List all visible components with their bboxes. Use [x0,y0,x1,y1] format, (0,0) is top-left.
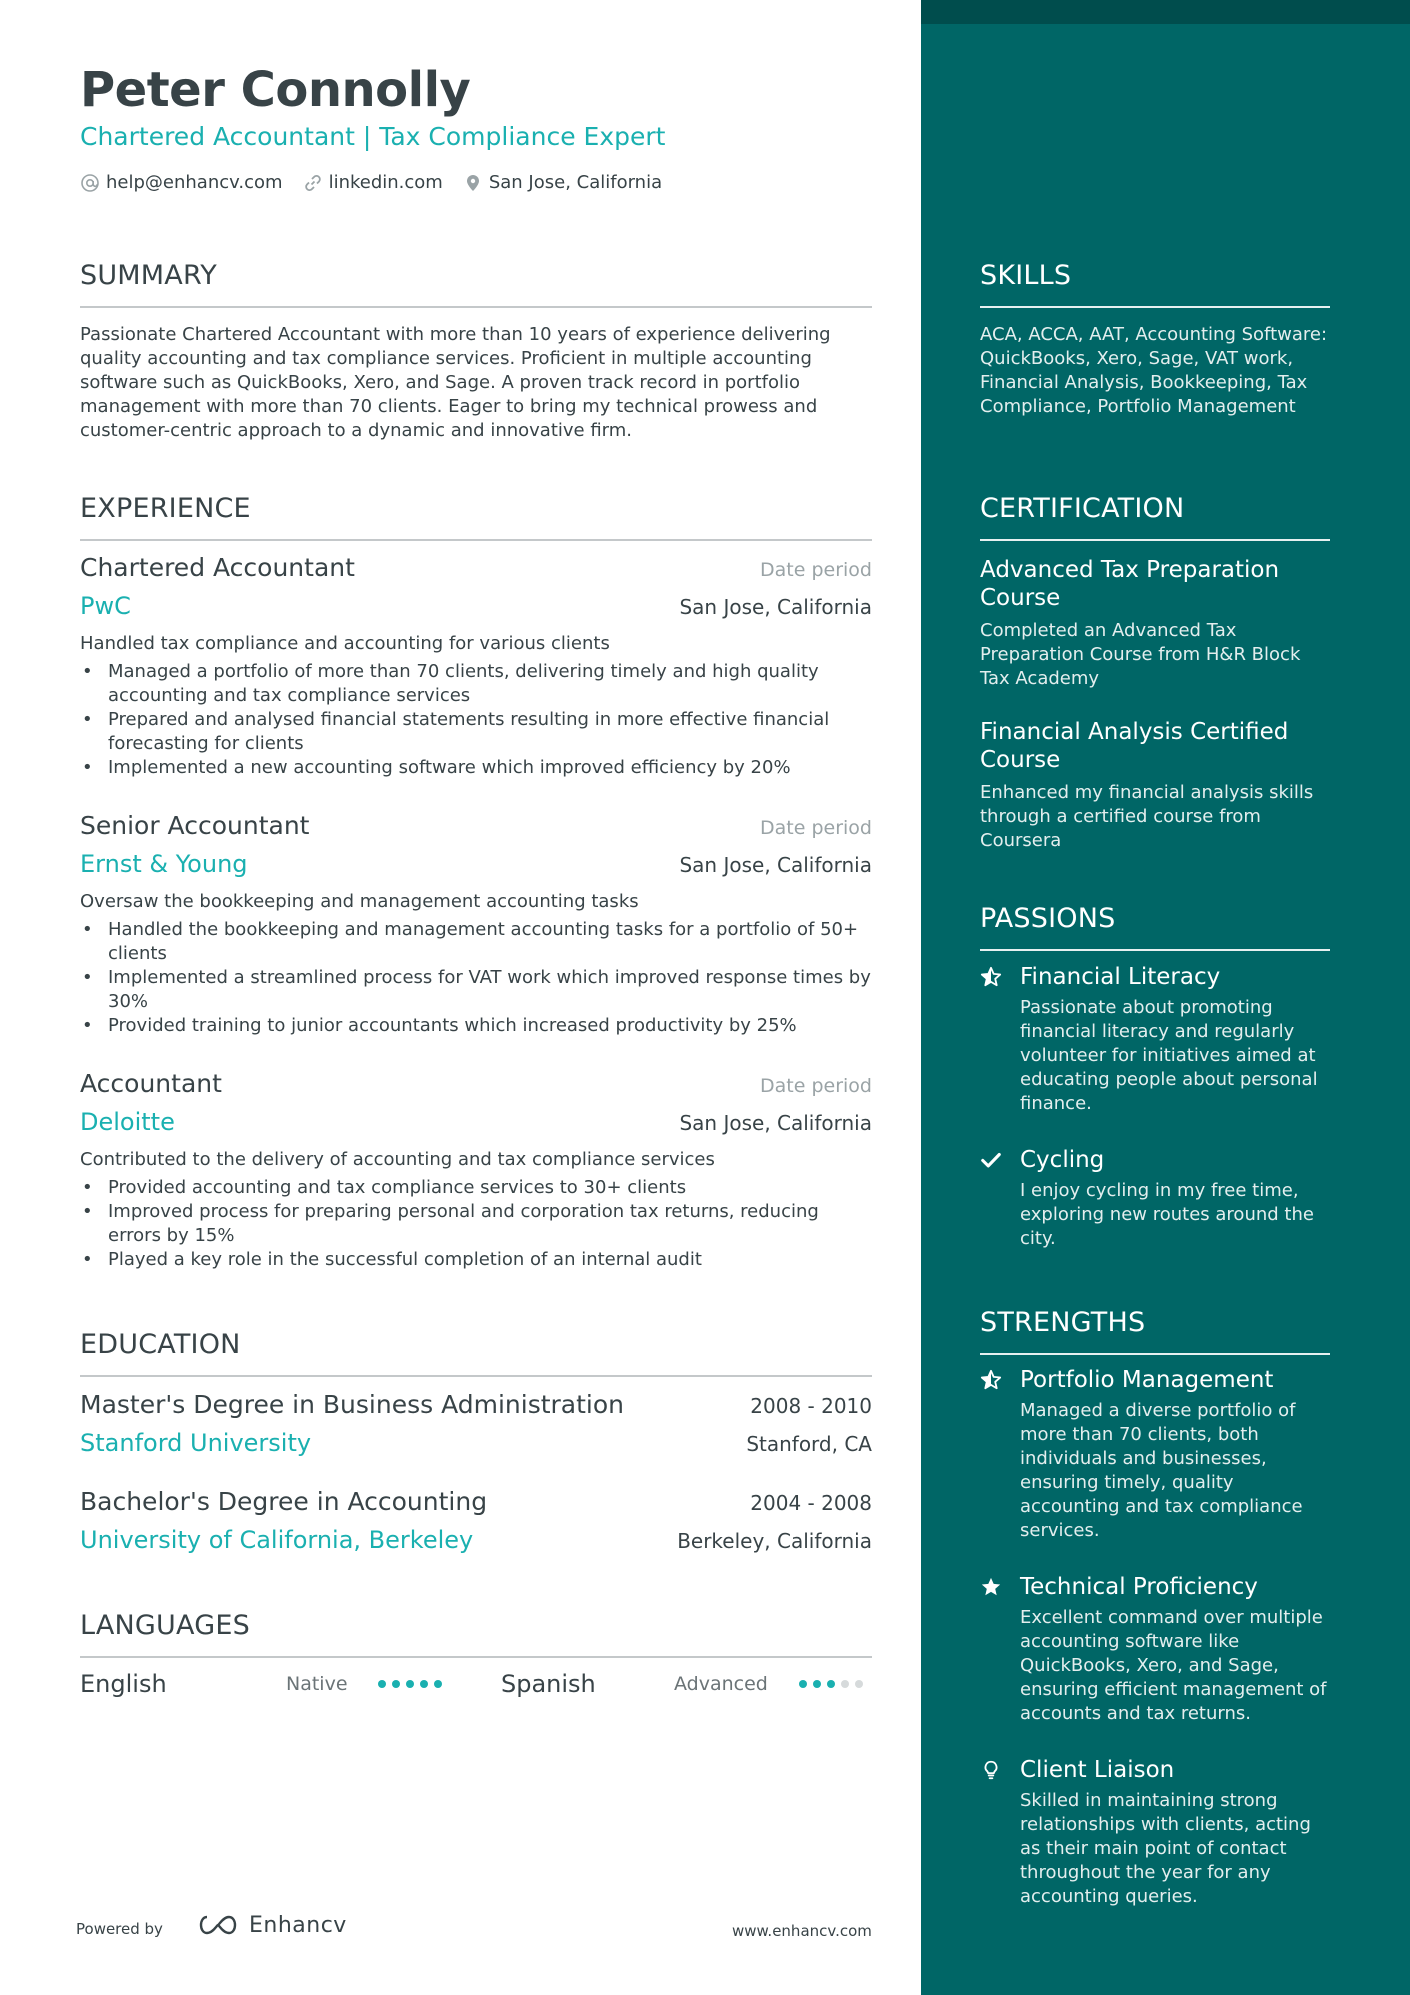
footer-url[interactable]: www.enhancv.com [732,1922,872,1940]
job-bullets [80,660,872,780]
strength-title: Client Liaison [1020,1757,1175,1783]
strength-text: Skilled in maintaining strong relationships with clients, acting as their main point of contact throughout the year for any accounting queries. [1020,1790,1311,1907]
passion-text: I enjoy cycling in my free time, exploring new routes around the city. [1020,1180,1314,1249]
summary-heading: SUMMARY [80,260,217,291]
experience-item [80,811,872,1038]
proficiency-dot-filled [434,1680,442,1688]
star-outline-icon [980,966,1002,988]
language-name: Spanish [501,1670,596,1698]
certification-divider [980,539,1330,541]
strength-title: Portfolio Management [1020,1367,1274,1393]
summary-divider [80,306,872,308]
check-icon [980,1149,1002,1171]
experience-item [80,1069,872,1272]
strengths-heading: STRENGTHS [980,1307,1146,1338]
job-bullet: • Handled the bookkeeping and management accounting tasks for a portfolio of 50+ clients [80,918,872,966]
school-name: Stanford University [80,1429,312,1457]
school-name: University of California, Berkeley [80,1526,474,1554]
language-dots [378,1680,501,1688]
link-icon [303,173,323,193]
strength-item [980,1757,1332,1909]
job-bullet: • Provided accounting and tax compliance services to 30+ clients [80,1176,872,1200]
proficiency-dot-empty [841,1680,849,1688]
strength-item [980,1367,1332,1543]
skills-heading: SKILLS [980,260,1072,291]
star-filled-icon [980,1576,1002,1598]
proficiency-dot-filled [406,1680,414,1688]
summary-text: Passionate Chartered Accountant with more than 10 years of experience delivering quality accounting and tax compliance services. Proficient in multiple accounting software such as QuickBooks, Xero, and Sage. A proven track record in portfolio management with more than 70 clients. Eager to bring my technical prowess and customer-centric approach to a dynamic and innovative firm. [80,324,831,441]
brand-name: Enhancv [249,1912,347,1938]
proficiency-dot-filled [378,1680,386,1688]
location-contact [463,172,662,193]
passions-divider [980,949,1330,951]
proficiency-dot-filled [799,1680,807,1688]
job-bullet: • Provided training to junior accountants which increased productivity by 25% [80,1014,872,1038]
strength-text: Excellent command over multiple accounting software like QuickBooks, Xero, and Sage, ensuring efficient management of accounts and tax returns. [1020,1607,1327,1724]
strength-text: Managed a diverse portfolio of more than 70 clients, both individuals and businesses, ensuring timely, quality accounting and tax compliance services. [1020,1400,1303,1541]
star-outline-icon [980,1369,1002,1391]
job-date: Date period [760,559,872,581]
job-bullet: • Implemented a streamlined process for VAT work which improved response times by 30% [80,966,872,1014]
email-text: help@enhancv.com [106,172,283,193]
education-item [80,1487,872,1554]
job-bullets [80,918,872,1038]
language-dots [799,1680,869,1688]
linkedin-contact[interactable] [303,172,443,193]
proficiency-dot-filled [813,1680,821,1688]
proficiency-dot-filled [392,1680,400,1688]
job-role: Senior Accountant [80,811,310,840]
degree-name: Bachelor's Degree in Accounting [80,1487,488,1516]
job-bullets [80,1176,872,1272]
job-location: San Jose, California [679,853,872,877]
proficiency-dot-empty [855,1680,863,1688]
strength-item [980,1574,1332,1726]
job-date: Date period [760,817,872,839]
school-location: Stanford, CA [746,1432,872,1456]
proficiency-dot-filled [827,1680,835,1688]
passion-title: Financial Literacy [1020,964,1221,990]
language-level: Advanced [674,1673,768,1695]
email-contact[interactable] [80,172,283,193]
linkedin-text: linkedin.com [328,172,443,193]
passions-heading: PASSIONS [980,903,1116,934]
experience-heading: EXPERIENCE [80,493,251,524]
skills-divider [980,306,1330,308]
at-sign-icon [80,173,100,193]
certification-title: Advanced Tax Preparation Course [980,557,1280,611]
languages-list [80,1670,872,1698]
certification-heading: CERTIFICATION [980,493,1185,524]
job-bullet: • Prepared and analysed financial statements resulting in more effective financial forecasting for clients [80,708,872,756]
powered-by-text: Powered by [76,1920,163,1938]
job-location: San Jose, California [679,1111,872,1135]
job-description: Contributed to the delivery of accounting and tax compliance services [80,1149,715,1170]
job-date: Date period [760,1075,872,1097]
map-pin-icon [463,173,483,193]
lightbulb-icon [980,1759,1002,1781]
certification-title: Financial Analysis Certified Course [980,719,1289,773]
certification-text: Enhanced my financial analysis skills through a certified course from Coursera [980,782,1314,851]
language-name: English [80,1670,167,1698]
strength-title: Technical Proficiency [1020,1574,1258,1600]
proficiency-dot-filled [420,1680,428,1688]
contact-info [80,172,682,193]
job-bullet: • Played a key role in the successful completion of an internal audit [80,1248,872,1272]
language-level: Native [286,1673,348,1695]
school-location: Berkeley, California [677,1529,872,1553]
job-company: PwC [80,592,131,620]
sidebar-top-bar [921,0,1410,24]
passion-title: Cycling [1020,1147,1105,1173]
passion-item [980,964,1332,1116]
experience-item [80,553,872,780]
candidate-title: Chartered Accountant | Tax Compliance Expert [80,122,666,151]
education-item [80,1390,872,1457]
job-bullet: • Managed a portfolio of more than 70 clients, delivering timely and high quality accounting and tax compliance services [80,660,872,708]
job-role: Chartered Accountant [80,553,355,582]
languages-heading: LANGUAGES [80,1610,250,1641]
location-text: San Jose, California [488,172,663,193]
education-heading: EDUCATION [80,1329,241,1360]
skills-text: ACA, ACCA, AAT, Accounting Software: QuickBooks, Xero, Sage, VAT work, Financial Analysis, Bookkeeping, Tax Compliance, Portfolio Management [980,324,1328,417]
enhancv-logo[interactable] [195,1912,347,1938]
job-company: Deloitte [80,1108,175,1136]
job-bullet: • Improved process for preparing personal and corporation tax returns, reducing errors by 15% [80,1200,872,1248]
languages-divider [80,1656,872,1658]
job-bullet: • Implemented a new accounting software which improved efficiency by 20% [80,756,872,780]
passion-item [980,1147,1332,1251]
degree-dates: 2004 - 2008 [750,1491,872,1515]
infinity-logo-icon [195,1912,241,1938]
education-divider [80,1375,872,1377]
degree-dates: 2008 - 2010 [750,1394,872,1418]
candidate-name: Peter Connolly [80,62,471,118]
experience-divider [80,539,872,541]
degree-name: Master's Degree in Business Administration [80,1390,625,1419]
job-location: San Jose, California [679,595,872,619]
certification-text: Completed an Advanced Tax Preparation Course from H&R Block Tax Academy [980,620,1301,689]
strengths-divider [980,1353,1330,1355]
job-description: Oversaw the bookkeeping and management accounting tasks [80,891,639,912]
job-role: Accountant [80,1069,222,1098]
job-company: Ernst & Young [80,850,248,878]
job-description: Handled tax compliance and accounting for various clients [80,633,610,654]
passion-text: Passionate about promoting financial literacy and regularly volunteer for initiatives aimed at educating people about personal finance. [1020,997,1318,1114]
